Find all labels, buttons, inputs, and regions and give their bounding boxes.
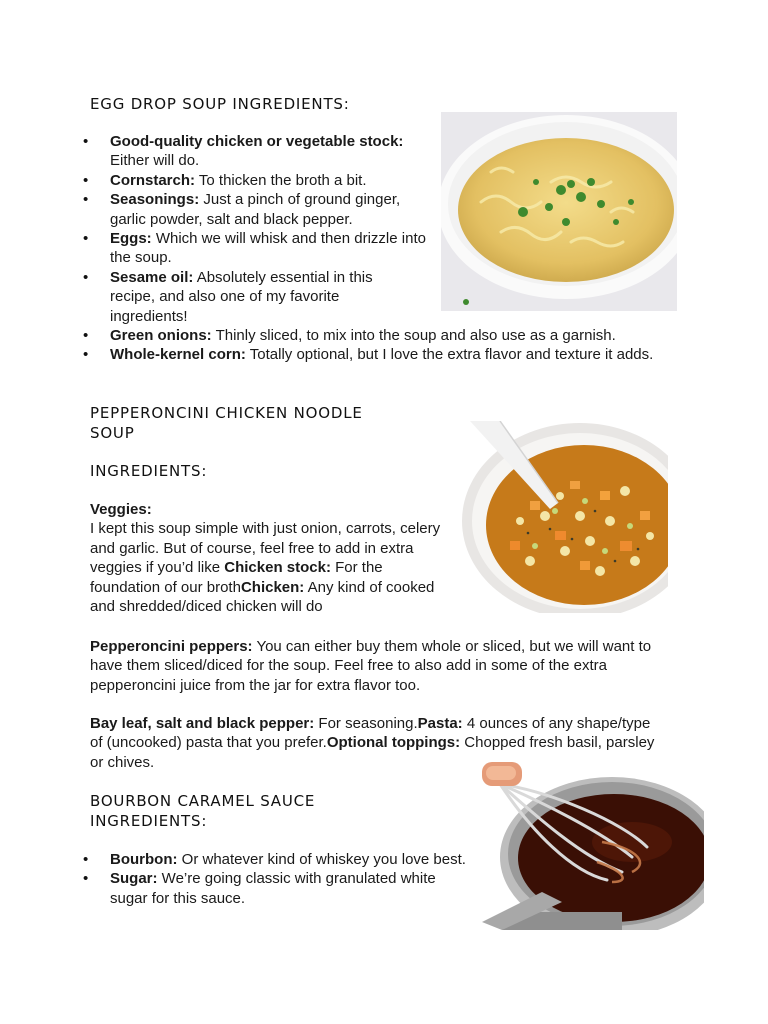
- chicken-label: Chicken:: [240, 578, 305, 596]
- bourbon-heading: [90, 791, 410, 831]
- item-label: Sugar:: [110, 870, 158, 888]
- heading-line: BOURBON CARAMEL SAUCE: [90, 792, 316, 810]
- list-item: [88, 171, 410, 190]
- item-label: Green onions:: [110, 327, 212, 345]
- list-item: [88, 326, 678, 345]
- stock-label: Chicken stock:: [224, 559, 331, 577]
- list-item: [88, 268, 410, 326]
- caramel-sauce-photo: [482, 762, 704, 930]
- item-label: Cornstarch:: [110, 171, 196, 189]
- heading-line: SOUP: [90, 424, 135, 442]
- item-text: We’re going classic with granulated white sugar for this sauce.: [110, 870, 436, 907]
- pepperoncini-heading: [90, 403, 420, 443]
- list-item: [88, 345, 680, 364]
- peppers-text: You can either buy them whole or sliced, but we will want to have them sliced/diced for the soup. Feel free to also add in some of the extra pepperoncini juice from the jar for extra flavor too.: [90, 638, 652, 694]
- toppings-text: Chopped fresh basil, parsley or chives.: [90, 734, 655, 771]
- bay-text: For seasoning.: [314, 715, 418, 732]
- item-label: Eggs:: [110, 230, 152, 248]
- list-item: [88, 850, 468, 869]
- veggies-paragraph: [90, 500, 442, 616]
- item-label: Whole-kernel corn:: [110, 346, 246, 364]
- item-text: Absolutely essential in this recipe, and also one of my favorite ingredients!: [110, 268, 373, 325]
- pepperoncini-soup-photo: [460, 421, 668, 613]
- item-text: Either will do.: [110, 152, 200, 170]
- peppers-paragraph: [90, 637, 686, 695]
- list-item: [88, 229, 428, 268]
- list-item: [88, 132, 410, 171]
- item-label: Seasonings:: [110, 191, 200, 209]
- veggies-text: I kept this soup simple with just onion, carrots, celery and garlic. But of course, feel free to add in extra veggies if you’d like: [90, 520, 441, 577]
- egg-drop-soup-photo: [441, 112, 677, 311]
- veggies-label: Veggies:: [90, 501, 152, 518]
- egg-drop-heading: EGG DROP SOUP INGREDIENTS:: [90, 95, 350, 113]
- ingredients-heading: INGREDIENTS:: [90, 462, 208, 480]
- bourbon-list: [88, 850, 468, 908]
- item-label: Sesame oil:: [110, 268, 194, 286]
- bay-label: Bay leaf, salt and black pepper:: [90, 715, 315, 732]
- peppers-label: Pepperoncini peppers:: [90, 638, 253, 655]
- item-text: Which we will whisk and then drizzle into the soup.: [110, 230, 426, 267]
- pasta-text: 4 ounces of any shape/type of (uncooked) pasta that you prefer.: [90, 715, 651, 752]
- stock-text: For the foundation of our broth: [90, 559, 383, 596]
- heading-line: INGREDIENTS:: [90, 812, 208, 830]
- chicken-text: Any kind of cooked and shredded/diced chicken will do: [90, 578, 435, 616]
- heading-line: PEPPERONCINI CHICKEN NOODLE: [90, 404, 363, 422]
- item-label: Bourbon:: [110, 851, 178, 868]
- toppings-label: Optional toppings:: [326, 734, 461, 752]
- item-text: Just a pinch of ground ginger, garlic powder, salt and black pepper.: [110, 191, 401, 228]
- item-text: To thicken the broth a bit.: [195, 171, 367, 189]
- item-text: Thinly sliced, to mix into the soup and also use as a garnish.: [211, 327, 616, 345]
- item-text: Totally optional, but I love the extra flavor and texture it adds.: [245, 346, 654, 364]
- list-item: [88, 190, 428, 229]
- item-label: Good-quality chicken or vegetable stock:: [110, 133, 404, 150]
- pasta-label: Pasta:: [417, 715, 463, 732]
- list-item: [88, 869, 468, 908]
- item-text: Or whatever kind of whiskey you love best.: [177, 851, 466, 868]
